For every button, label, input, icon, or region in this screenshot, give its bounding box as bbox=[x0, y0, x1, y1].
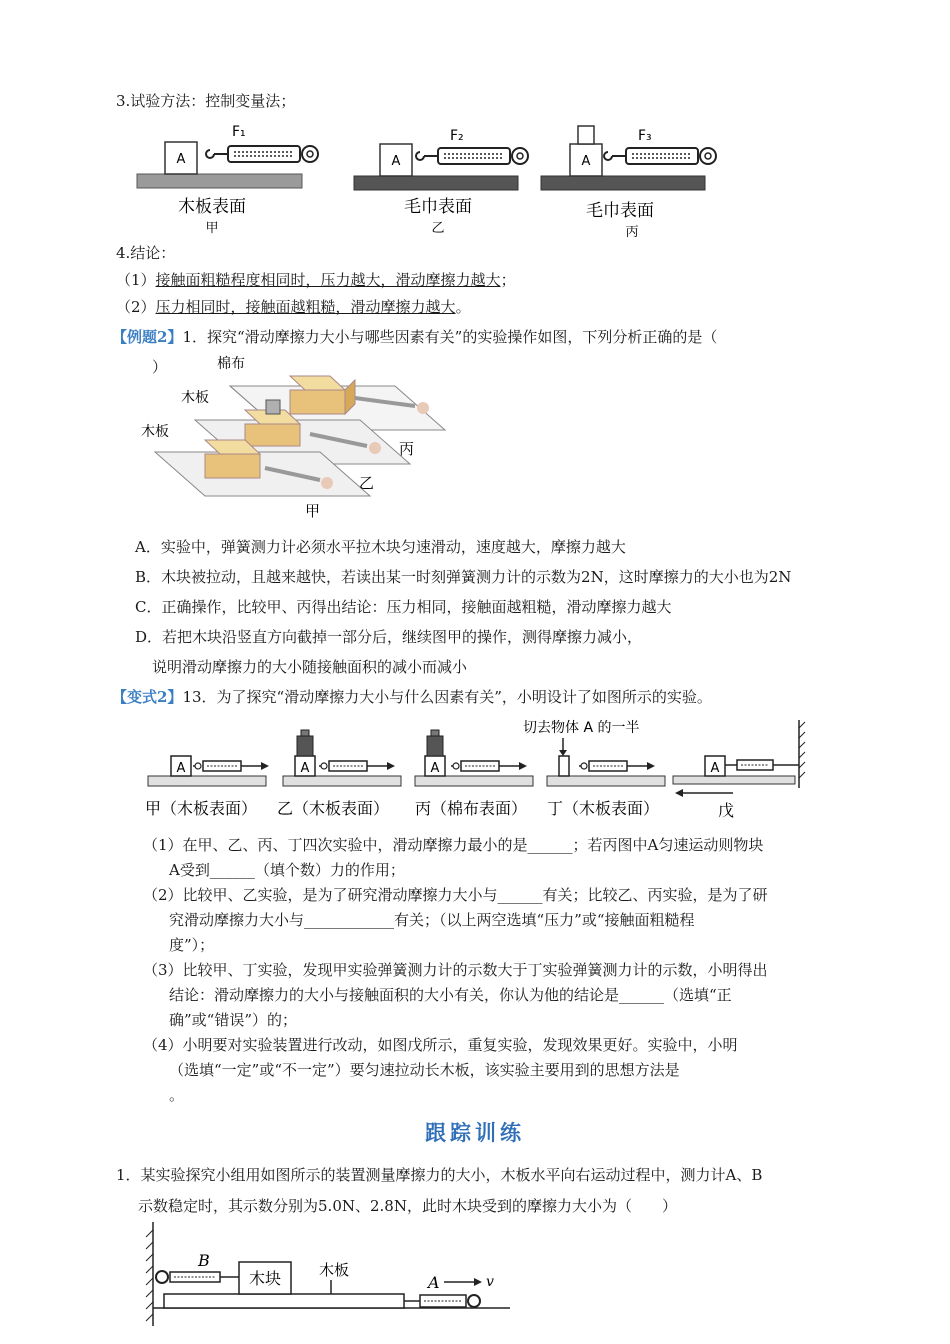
label-b: B bbox=[198, 1251, 210, 1270]
option-c[interactable]: C．正确操作，比较甲、丙得出结论：压力相同，接触面越粗糙，滑动摩擦力越大 bbox=[135, 598, 672, 616]
var2-p1a: （1）在甲、乙、丙、丁四次实验中，滑动摩擦力最小的是______；若丙图中A匀速运动则物块 bbox=[143, 836, 764, 854]
variant-2-question: 【变式2】13．为了探究“滑动摩擦力大小与什么因素有关”，小明设计了如图所示的实验。 bbox=[112, 688, 712, 706]
surface-label-1: 木板表面 bbox=[178, 197, 246, 217]
board-towel bbox=[354, 176, 518, 190]
conclusion-2: （2）压力相同时，接触面越粗糙，滑动摩擦力越大。 bbox=[116, 298, 471, 316]
label-jia: 甲 bbox=[305, 502, 321, 520]
label-bing: 丙 bbox=[399, 440, 415, 458]
track-q1-line1: 1．某实验探究小组用如图所示的装置测量摩擦力的大小，木板水平向右运动过程中，测力计A、B bbox=[116, 1166, 763, 1184]
conclusion-title: 4.结论： bbox=[116, 244, 176, 262]
var2-p3a: （3）比较甲、丁实验，发现甲实验弹簧测力计的示数大于丁实验弹簧测力计的示数，小明得出 bbox=[143, 961, 768, 979]
force-f2: F₂ bbox=[450, 128, 464, 144]
cut-label: 切去物体 A 的一半 bbox=[523, 720, 640, 736]
force-f1: F₁ bbox=[232, 124, 246, 140]
caption-jia: 甲（木板表面） bbox=[145, 799, 258, 818]
var2-p4a: （4）小明要对实验装置进行改动，如图戊所示，重复实验，发现效果更好。实验中，小明 bbox=[143, 1036, 738, 1054]
option-d[interactable]: D．若把木块沿竖直方向截掉一部分后，继续图甲的操作，测得摩擦力减小， bbox=[135, 628, 643, 646]
label-block: 木块 bbox=[248, 1269, 282, 1288]
label-yi: 乙 bbox=[359, 474, 375, 492]
caption-jia: 甲 bbox=[205, 221, 219, 236]
caption-bing: 丙（棉布表面） bbox=[415, 799, 528, 818]
weight bbox=[578, 126, 594, 144]
svg-text:A: A bbox=[710, 761, 720, 776]
var2-p2c: 度”）； bbox=[169, 936, 215, 954]
caption-yi: 乙（木板表面） bbox=[277, 799, 390, 818]
label-board-2: 木板 bbox=[141, 424, 169, 440]
example-2-question: 【例题2】1．探究“滑动摩擦力大小与哪些因素有关”的实验操作如图，下列分析正确的是（ bbox=[112, 328, 718, 346]
caption-wu: 戊 bbox=[718, 801, 735, 820]
caption-yi: 乙 bbox=[431, 221, 445, 236]
var2-p2a: （2）比较甲、乙实验，是为了研究滑动摩擦力大小与______有关；比较乙、丙实验，是为了研 bbox=[143, 886, 768, 904]
var2-p4b: （选填“一定”或“不一定”）要匀速拉动长木板，该实验主要用到的思想方法是 bbox=[169, 1061, 680, 1079]
figure-variant-2 bbox=[143, 718, 813, 824]
var2-p3b: 结论：滑动摩擦力的大小与接触面积的大小有关，你认为他的结论是______（选填“正 bbox=[169, 986, 732, 1004]
option-d-cont: 说明滑动摩擦力的大小随接触面积的减小而减小 bbox=[152, 658, 468, 676]
label-cotton: 棉布 bbox=[217, 356, 245, 372]
svg-text:A: A bbox=[300, 761, 310, 776]
section-heading-tracking: 跟踪训练 bbox=[425, 1120, 525, 1145]
force-f3: F₃ bbox=[638, 128, 652, 144]
surface-label-2: 毛巾表面 bbox=[404, 197, 472, 217]
option-b[interactable]: B．木块被拉动，且越来越快，若读出某一时刻弹簧测力计的示数为2N，这时摩擦力的大小也为2N bbox=[135, 568, 792, 586]
conclusion-1: （1）接触面粗糙程度相同时，压力越大，滑动摩擦力越大； bbox=[116, 271, 516, 289]
surface-label-3: 毛巾表面 bbox=[586, 201, 654, 221]
svg-text:A: A bbox=[430, 761, 440, 776]
caption-ding: 丁（木板表面） bbox=[547, 799, 660, 818]
var2-p2b: 究滑动摩擦力大小与____________有关；（以上两空选填“压力”或“接触面粗糙程 bbox=[169, 911, 695, 929]
svg-text:A: A bbox=[176, 761, 186, 776]
option-a[interactable]: A．实验中，弹簧测力计必须水平拉木块匀速滑动，速度越大，摩擦力越大 bbox=[135, 538, 626, 556]
label-v: v bbox=[486, 1274, 494, 1290]
block-a-label: A bbox=[176, 152, 186, 167]
board-towel bbox=[541, 176, 705, 190]
label-a: A bbox=[428, 1273, 440, 1292]
example-2-question-end: ） bbox=[152, 358, 168, 376]
var2-p3c: 确”或“错误”）的； bbox=[169, 1011, 298, 1029]
svg-text:A: A bbox=[391, 154, 401, 169]
board-wood bbox=[137, 174, 302, 188]
caption-bing: 丙 bbox=[625, 225, 639, 240]
var2-p1b: A受到______（填个数）力的作用； bbox=[169, 861, 405, 879]
figure-friction-setups bbox=[120, 118, 720, 246]
figure-track-q1 bbox=[138, 1222, 518, 1326]
track-q1-line2: 示数稳定时，其示数分别为5.0N、2.8N，此时木块受到的摩擦力大小为（ ） bbox=[138, 1197, 677, 1215]
figure-example-2 bbox=[135, 350, 455, 522]
label-board: 木板 bbox=[318, 1261, 350, 1279]
svg-text:A: A bbox=[581, 154, 591, 169]
label-board-1: 木板 bbox=[181, 390, 209, 406]
var2-p4c: 。 bbox=[169, 1086, 185, 1104]
method-line: 3.试验方法：控制变量法； bbox=[116, 92, 296, 110]
